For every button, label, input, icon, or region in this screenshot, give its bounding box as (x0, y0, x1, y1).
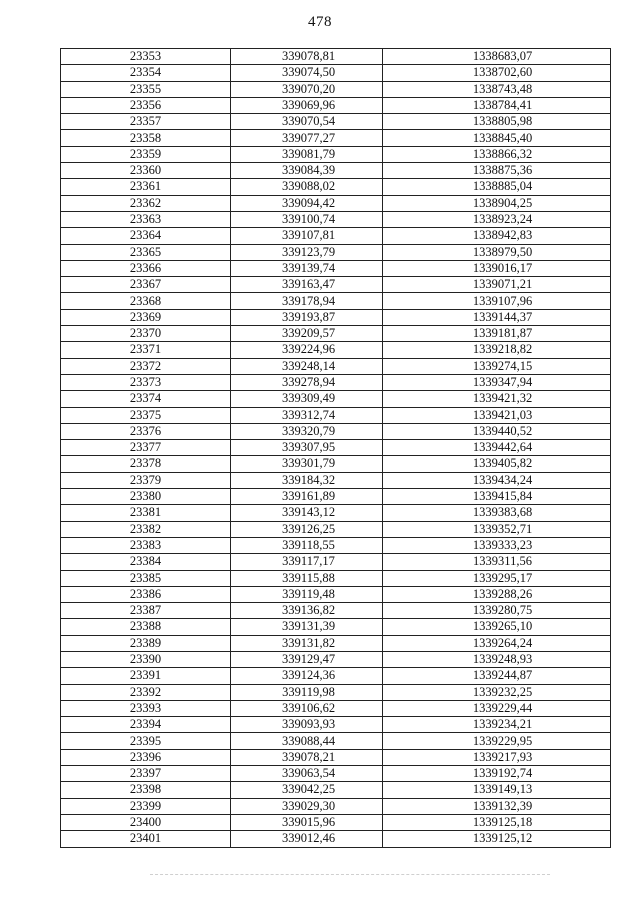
point-number-cell: 23389 (61, 635, 231, 651)
y-coordinate-cell: 1339229,44 (383, 700, 611, 716)
x-coordinate-cell: 339100,74 (231, 211, 383, 227)
table-row (61, 97, 611, 113)
point-number-cell: 23371 (61, 342, 231, 358)
y-coordinate-cell: 1338683,07 (383, 49, 611, 65)
table-row (61, 423, 611, 439)
table-row (61, 244, 611, 260)
y-coordinate-cell: 1338923,24 (383, 211, 611, 227)
y-coordinate-cell: 1339311,56 (383, 554, 611, 570)
table-row (61, 831, 611, 847)
y-coordinate-cell: 1338784,41 (383, 97, 611, 113)
y-coordinate-cell: 1339107,96 (383, 293, 611, 309)
y-coordinate-cell: 1339434,24 (383, 472, 611, 488)
point-number-cell: 23363 (61, 211, 231, 227)
table-row (61, 293, 611, 309)
y-coordinate-cell: 1339421,32 (383, 391, 611, 407)
x-coordinate-cell: 339309,49 (231, 391, 383, 407)
y-coordinate-cell: 1338845,40 (383, 130, 611, 146)
x-coordinate-cell: 339063,54 (231, 766, 383, 782)
x-coordinate-cell: 339124,36 (231, 668, 383, 684)
table-row (61, 635, 611, 651)
x-coordinate-cell: 339117,17 (231, 554, 383, 570)
table-row (61, 309, 611, 325)
y-coordinate-cell: 1339421,03 (383, 407, 611, 423)
x-coordinate-cell: 339084,39 (231, 163, 383, 179)
y-coordinate-cell: 1338743,48 (383, 81, 611, 97)
point-number-cell: 23394 (61, 717, 231, 733)
table-row (61, 374, 611, 390)
table-row (61, 228, 611, 244)
x-coordinate-cell: 339248,14 (231, 358, 383, 374)
x-coordinate-cell: 339131,82 (231, 635, 383, 651)
point-number-cell: 23384 (61, 554, 231, 570)
y-coordinate-cell: 1339405,82 (383, 456, 611, 472)
y-coordinate-cell: 1339229,95 (383, 733, 611, 749)
x-coordinate-cell: 339312,74 (231, 407, 383, 423)
table-row (61, 603, 611, 619)
table-row (61, 391, 611, 407)
x-coordinate-cell: 339163,47 (231, 277, 383, 293)
y-coordinate-cell: 1339244,87 (383, 668, 611, 684)
point-number-cell: 23391 (61, 668, 231, 684)
y-coordinate-cell: 1339149,13 (383, 782, 611, 798)
point-number-cell: 23395 (61, 733, 231, 749)
y-coordinate-cell: 1339217,93 (383, 749, 611, 765)
y-coordinate-cell: 1339192,74 (383, 766, 611, 782)
point-number-cell: 23388 (61, 619, 231, 635)
point-number-cell: 23365 (61, 244, 231, 260)
x-coordinate-cell: 339123,79 (231, 244, 383, 260)
x-coordinate-cell: 339069,96 (231, 97, 383, 113)
y-coordinate-cell: 1339442,64 (383, 440, 611, 456)
point-number-cell: 23353 (61, 49, 231, 65)
point-number-cell: 23373 (61, 374, 231, 390)
table-row (61, 733, 611, 749)
table-row (61, 782, 611, 798)
y-coordinate-cell: 1339295,17 (383, 570, 611, 586)
point-number-cell: 23400 (61, 814, 231, 830)
table-row (61, 717, 611, 733)
table-row (61, 619, 611, 635)
table-row (61, 700, 611, 716)
y-coordinate-cell: 1339352,71 (383, 521, 611, 537)
point-number-cell: 23379 (61, 472, 231, 488)
table-row (61, 505, 611, 521)
y-coordinate-cell: 1339274,15 (383, 358, 611, 374)
x-coordinate-cell: 339094,42 (231, 195, 383, 211)
x-coordinate-cell: 339029,30 (231, 798, 383, 814)
point-number-cell: 23396 (61, 749, 231, 765)
point-number-cell: 23397 (61, 766, 231, 782)
x-coordinate-cell: 339301,79 (231, 456, 383, 472)
coordinates-table (60, 48, 611, 848)
x-coordinate-cell: 339078,21 (231, 749, 383, 765)
y-coordinate-cell: 1339280,75 (383, 603, 611, 619)
table-row (61, 114, 611, 130)
point-number-cell: 23362 (61, 195, 231, 211)
x-coordinate-cell: 339193,87 (231, 309, 383, 325)
point-number-cell: 23354 (61, 65, 231, 81)
y-coordinate-cell: 1338885,04 (383, 179, 611, 195)
point-number-cell: 23368 (61, 293, 231, 309)
y-coordinate-cell: 1339288,26 (383, 586, 611, 602)
x-coordinate-cell: 339042,25 (231, 782, 383, 798)
point-number-cell: 23374 (61, 391, 231, 407)
y-coordinate-cell: 1339218,82 (383, 342, 611, 358)
table-row (61, 163, 611, 179)
y-coordinate-cell: 1339264,24 (383, 635, 611, 651)
point-number-cell: 23369 (61, 309, 231, 325)
table-row (61, 195, 611, 211)
table-row (61, 81, 611, 97)
x-coordinate-cell: 339307,95 (231, 440, 383, 456)
y-coordinate-cell: 1339144,37 (383, 309, 611, 325)
table-row (61, 130, 611, 146)
table-row (61, 260, 611, 276)
x-coordinate-cell: 339278,94 (231, 374, 383, 390)
x-coordinate-cell: 339139,74 (231, 260, 383, 276)
point-number-cell: 23392 (61, 684, 231, 700)
table-row (61, 521, 611, 537)
point-number-cell: 23366 (61, 260, 231, 276)
x-coordinate-cell: 339178,94 (231, 293, 383, 309)
x-coordinate-cell: 339209,57 (231, 326, 383, 342)
point-number-cell: 23367 (61, 277, 231, 293)
y-coordinate-cell: 1339234,21 (383, 717, 611, 733)
x-coordinate-cell: 339119,48 (231, 586, 383, 602)
point-number-cell: 23390 (61, 651, 231, 667)
point-number-cell: 23361 (61, 179, 231, 195)
table-row (61, 407, 611, 423)
point-number-cell: 23385 (61, 570, 231, 586)
y-coordinate-cell: 1338702,60 (383, 65, 611, 81)
point-number-cell: 23360 (61, 163, 231, 179)
point-number-cell: 23378 (61, 456, 231, 472)
table-row (61, 358, 611, 374)
x-coordinate-cell: 339126,25 (231, 521, 383, 537)
point-number-cell: 23359 (61, 146, 231, 162)
table-row (61, 65, 611, 81)
table-row (61, 49, 611, 65)
x-coordinate-cell: 339119,98 (231, 684, 383, 700)
point-number-cell: 23376 (61, 423, 231, 439)
table-row (61, 668, 611, 684)
x-coordinate-cell: 339093,93 (231, 717, 383, 733)
point-number-cell: 23358 (61, 130, 231, 146)
x-coordinate-cell: 339012,46 (231, 831, 383, 847)
table-row (61, 537, 611, 553)
table-row (61, 277, 611, 293)
point-number-cell: 23382 (61, 521, 231, 537)
table-row (61, 472, 611, 488)
x-coordinate-cell: 339184,32 (231, 472, 383, 488)
table-row (61, 586, 611, 602)
x-coordinate-cell: 339320,79 (231, 423, 383, 439)
y-coordinate-cell: 1339125,12 (383, 831, 611, 847)
x-coordinate-cell: 339129,47 (231, 651, 383, 667)
point-number-cell: 23380 (61, 489, 231, 505)
table-row (61, 570, 611, 586)
point-number-cell: 23399 (61, 798, 231, 814)
point-number-cell: 23387 (61, 603, 231, 619)
point-number-cell: 23372 (61, 358, 231, 374)
y-coordinate-cell: 1339333,23 (383, 537, 611, 553)
y-coordinate-cell: 1338979,50 (383, 244, 611, 260)
y-coordinate-cell: 1338942,83 (383, 228, 611, 244)
table-row (61, 651, 611, 667)
point-number-cell: 23383 (61, 537, 231, 553)
y-coordinate-cell: 1339132,39 (383, 798, 611, 814)
table-row (61, 749, 611, 765)
x-coordinate-cell: 339161,89 (231, 489, 383, 505)
x-coordinate-cell: 339077,27 (231, 130, 383, 146)
x-coordinate-cell: 339074,50 (231, 65, 383, 81)
y-coordinate-cell: 1339248,93 (383, 651, 611, 667)
y-coordinate-cell: 1338904,25 (383, 195, 611, 211)
table-row (61, 814, 611, 830)
y-coordinate-cell: 1339016,17 (383, 260, 611, 276)
table-row (61, 211, 611, 227)
table-row (61, 456, 611, 472)
point-number-cell: 23398 (61, 782, 231, 798)
point-number-cell: 23356 (61, 97, 231, 113)
x-coordinate-cell: 339136,82 (231, 603, 383, 619)
y-coordinate-cell: 1339347,94 (383, 374, 611, 390)
x-coordinate-cell: 339078,81 (231, 49, 383, 65)
table-row (61, 798, 611, 814)
y-coordinate-cell: 1339071,21 (383, 277, 611, 293)
point-number-cell: 23386 (61, 586, 231, 602)
y-coordinate-cell: 1338805,98 (383, 114, 611, 130)
y-coordinate-cell: 1338866,32 (383, 146, 611, 162)
y-coordinate-cell: 1339181,87 (383, 326, 611, 342)
point-number-cell: 23375 (61, 407, 231, 423)
x-coordinate-cell: 339015,96 (231, 814, 383, 830)
x-coordinate-cell: 339088,44 (231, 733, 383, 749)
point-number-cell: 23355 (61, 81, 231, 97)
table-row (61, 489, 611, 505)
table-row (61, 326, 611, 342)
point-number-cell: 23364 (61, 228, 231, 244)
x-coordinate-cell: 339107,81 (231, 228, 383, 244)
y-coordinate-cell: 1339232,25 (383, 684, 611, 700)
x-coordinate-cell: 339115,88 (231, 570, 383, 586)
table-row (61, 554, 611, 570)
table-row (61, 440, 611, 456)
x-coordinate-cell: 339106,62 (231, 700, 383, 716)
table-row (61, 684, 611, 700)
footer-rule (150, 874, 550, 875)
y-coordinate-cell: 1339125,18 (383, 814, 611, 830)
point-number-cell: 23401 (61, 831, 231, 847)
table-body (61, 49, 611, 848)
table-row (61, 766, 611, 782)
table-row (61, 179, 611, 195)
point-number-cell: 23381 (61, 505, 231, 521)
x-coordinate-cell: 339088,02 (231, 179, 383, 195)
x-coordinate-cell: 339131,39 (231, 619, 383, 635)
y-coordinate-cell: 1339265,10 (383, 619, 611, 635)
x-coordinate-cell: 339070,54 (231, 114, 383, 130)
point-number-cell: 23377 (61, 440, 231, 456)
x-coordinate-cell: 339224,96 (231, 342, 383, 358)
point-number-cell: 23357 (61, 114, 231, 130)
x-coordinate-cell: 339118,55 (231, 537, 383, 553)
x-coordinate-cell: 339070,20 (231, 81, 383, 97)
point-number-cell: 23370 (61, 326, 231, 342)
point-number-cell: 23393 (61, 700, 231, 716)
y-coordinate-cell: 1339383,68 (383, 505, 611, 521)
page-number: 478 (308, 14, 332, 30)
table-row (61, 146, 611, 162)
x-coordinate-cell: 339143,12 (231, 505, 383, 521)
table-row (61, 342, 611, 358)
y-coordinate-cell: 1338875,36 (383, 163, 611, 179)
y-coordinate-cell: 1339440,52 (383, 423, 611, 439)
y-coordinate-cell: 1339415,84 (383, 489, 611, 505)
x-coordinate-cell: 339081,79 (231, 146, 383, 162)
